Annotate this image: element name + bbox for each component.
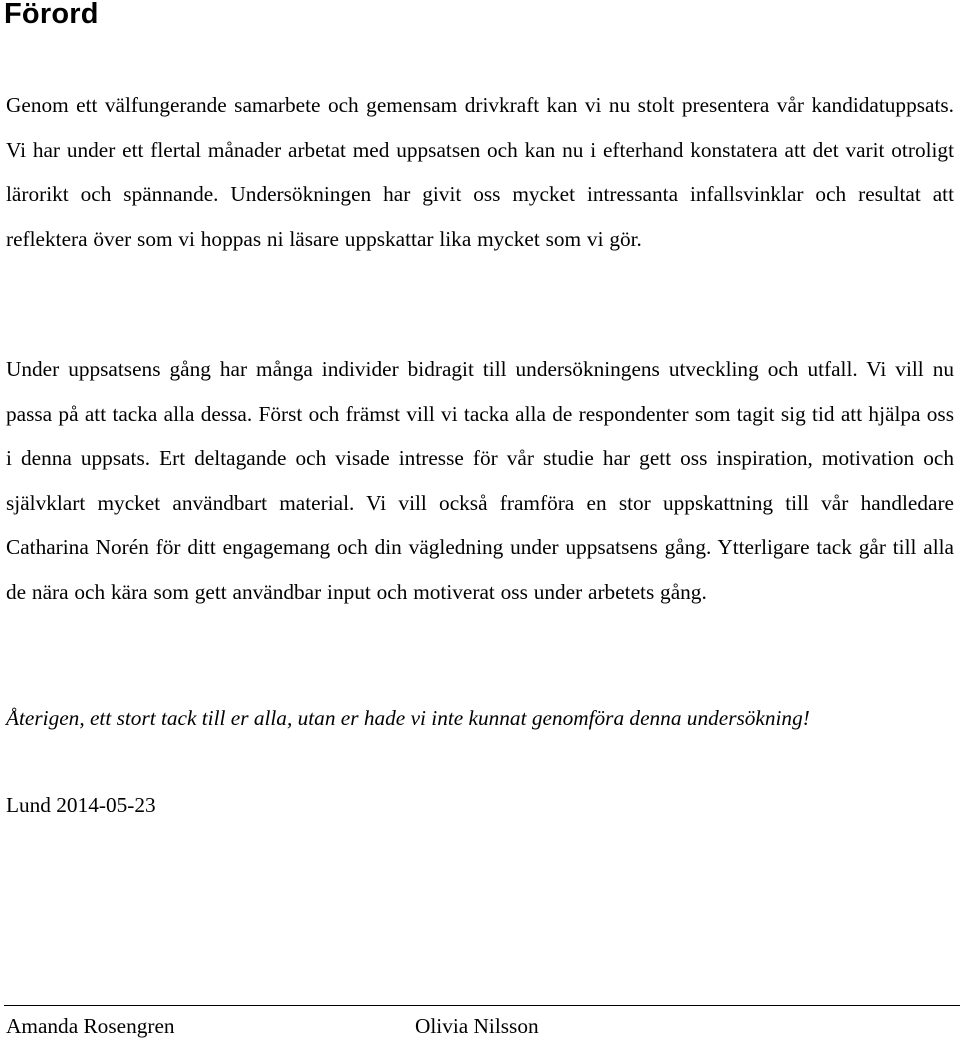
- signature-olivia-nilsson: Olivia Nilsson: [415, 1014, 539, 1038]
- page-title: Förord: [4, 0, 99, 30]
- signature-line: [4, 1005, 960, 1006]
- closing-statement: Återigen, ett stort tack till er alla, utan er hade vi inte kunnat genomföra denna undersökning!: [6, 706, 810, 730]
- preface-paragraph-intro: Genom ett välfungerande samarbete och gemensam drivkraft kan vi nu stolt presentera vår kandidatuppsats. Vi har under ett flertal månader arbetat med uppsatsen och kan nu i efterhand konstatera att det varit otroligt lärorikt och spännande. Undersökningen har givit oss mycket intressanta infallsvinklar och resultat att reflektera över som vi hoppas ni läsare uppskattar lika mycket som vi gör.: [6, 93, 954, 251]
- signature-amanda-rosengren: Amanda Rosengren: [6, 1014, 175, 1038]
- preface-paragraph-thanks: Under uppsatsens gång har många individer bidragit till undersökningens utveckling och utfall. Vi vill nu passa på att tacka alla dessa. Först och främst vill vi tacka alla de respondenter som tagit sig tid att hjälpa oss i denna uppsats. Ert deltagande och visade intresse för vår studie har gett oss inspiration, motivation och självklart mycket användbart material. Vi vill också framföra en stor uppskattning till vår handledare Catharina Norén för ditt engagemang och din vägledning under uppsatsens gång. Ytterligare tack går till alla de nära och kära som gett användbar input och motiverat oss under arbetets gång.: [6, 357, 954, 604]
- place-and-date: Lund 2014-05-23: [6, 793, 156, 817]
